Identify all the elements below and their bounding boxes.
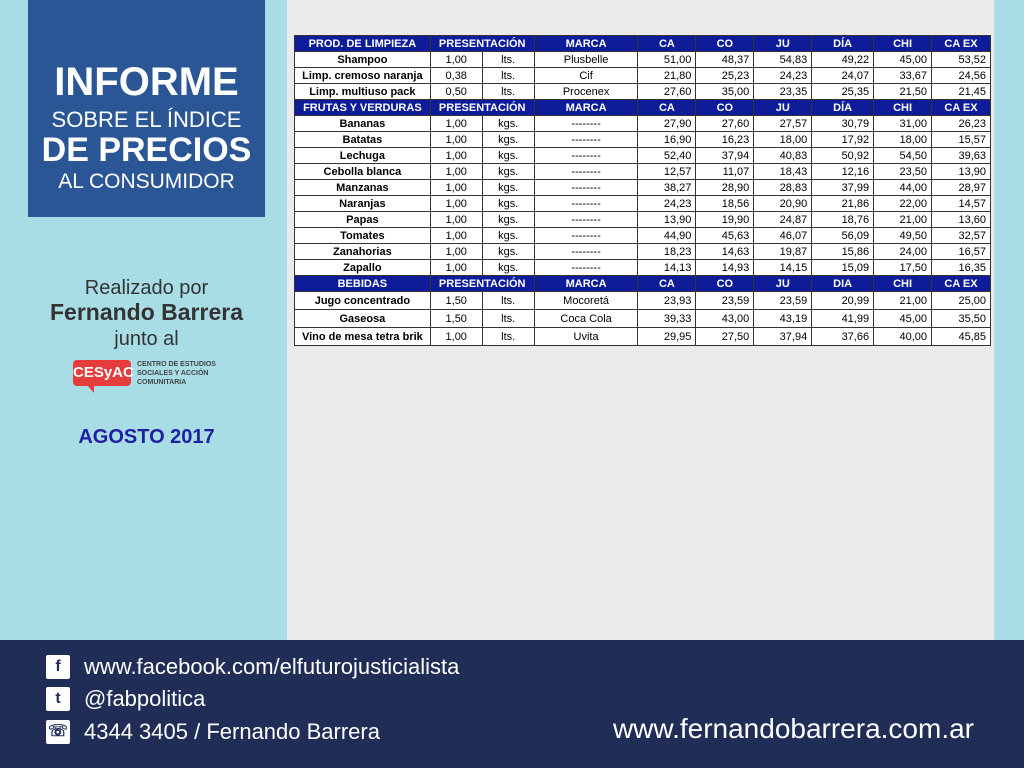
cesyac-name: CENTRO DE ESTUDIOS SOCIALES Y ACCIÓN COMUNITARIA — [137, 361, 216, 386]
price-cell: 54,50 — [874, 148, 932, 164]
unit: kgs. — [482, 132, 534, 148]
phone-text: 4344 3405 / Fernando Barrera — [84, 719, 380, 744]
price-cell: 15,86 — [812, 244, 874, 260]
column-header: CHI — [874, 276, 932, 292]
price-cell: 18,00 — [754, 132, 812, 148]
price-cell: 16,90 — [638, 132, 696, 148]
footer-twitter[interactable] — [46, 686, 205, 712]
brand: -------- — [534, 244, 638, 260]
price-cell: 14,93 — [696, 260, 754, 276]
brand: -------- — [534, 116, 638, 132]
price-cell: 45,00 — [874, 52, 932, 68]
column-header: DÍA — [812, 36, 874, 52]
table-row — [295, 212, 991, 228]
column-header: CA EX — [932, 100, 991, 116]
quantity: 0,38 — [430, 68, 482, 84]
price-cell: 27,50 — [696, 328, 754, 346]
product-name: Tomates — [295, 228, 431, 244]
price-cell: 18,43 — [754, 164, 812, 180]
cesyac-logo — [73, 358, 233, 394]
price-cell: 22,00 — [874, 196, 932, 212]
price-cell: 28,90 — [696, 180, 754, 196]
price-cell: 24,00 — [874, 244, 932, 260]
table-row — [295, 260, 991, 276]
product-name: Zapallo — [295, 260, 431, 276]
price-cell: 24,56 — [932, 68, 991, 84]
price-cell: 44,00 — [874, 180, 932, 196]
table-row — [295, 310, 991, 328]
price-cell: 40,83 — [754, 148, 812, 164]
column-header: PRESENTACIÓN — [430, 100, 534, 116]
price-cell: 16,35 — [932, 260, 991, 276]
table-row — [295, 52, 991, 68]
price-cell: 46,07 — [754, 228, 812, 244]
footer-facebook[interactable] — [46, 654, 459, 680]
table-row — [295, 164, 991, 180]
quantity: 0,50 — [430, 84, 482, 100]
price-cell: 11,07 — [696, 164, 754, 180]
column-header: FRUTAS Y VERDURAS — [295, 100, 431, 116]
brand: Plusbelle — [534, 52, 638, 68]
price-cell: 14,13 — [638, 260, 696, 276]
brand: -------- — [534, 196, 638, 212]
price-cell: 25,23 — [696, 68, 754, 84]
price-cell: 27,60 — [696, 116, 754, 132]
price-cell: 21,86 — [812, 196, 874, 212]
price-cell: 28,97 — [932, 180, 991, 196]
product-name: Limp. cremoso naranja — [295, 68, 431, 84]
section-header-row — [295, 100, 991, 116]
product-name: Vino de mesa tetra brik — [295, 328, 431, 346]
credit-author: Fernando Barrera — [49, 299, 243, 325]
price-cell: 27,57 — [754, 116, 812, 132]
product-name: Naranjas — [295, 196, 431, 212]
twitter-handle[interactable]: @fabpolitica — [84, 686, 206, 711]
price-cell: 18,23 — [638, 244, 696, 260]
website-link[interactable]: www.fernandobarrera.com.ar — [612, 713, 974, 744]
price-cell: 25,00 — [932, 292, 991, 310]
price-cell: 39,33 — [638, 310, 696, 328]
quantity: 1,00 — [430, 180, 482, 196]
price-cell: 13,90 — [638, 212, 696, 228]
unit: kgs. — [482, 164, 534, 180]
footer-bar — [0, 640, 1024, 768]
quantity: 1,00 — [430, 116, 482, 132]
column-header: MARCA — [534, 276, 638, 292]
price-cell: 19,87 — [754, 244, 812, 260]
price-cell: 21,50 — [874, 84, 932, 100]
price-cell: 32,57 — [932, 228, 991, 244]
brand: -------- — [534, 148, 638, 164]
product-name: Papas — [295, 212, 431, 228]
price-cell: 38,27 — [638, 180, 696, 196]
quantity: 1,00 — [430, 212, 482, 228]
price-cell: 29,95 — [638, 328, 696, 346]
product-name: Cebolla blanca — [295, 164, 431, 180]
unit: kgs. — [482, 260, 534, 276]
unit: kgs. — [482, 244, 534, 260]
price-table — [294, 35, 991, 346]
column-header: CHI — [874, 36, 932, 52]
price-cell: 21,00 — [874, 292, 932, 310]
column-header: JU — [754, 100, 812, 116]
price-cell: 14,57 — [932, 196, 991, 212]
price-cell: 45,85 — [932, 328, 991, 346]
product-name: Bananas — [295, 116, 431, 132]
price-cell: 37,94 — [754, 328, 812, 346]
section-header-row — [295, 36, 991, 52]
unit: kgs. — [482, 212, 534, 228]
column-header: CA — [638, 100, 696, 116]
brand: -------- — [534, 228, 638, 244]
price-cell: 21,45 — [932, 84, 991, 100]
column-header: CHI — [874, 100, 932, 116]
price-cell: 20,90 — [754, 196, 812, 212]
price-cell: 50,92 — [812, 148, 874, 164]
brand: Coca Cola — [534, 310, 638, 328]
price-cell: 43,00 — [696, 310, 754, 328]
price-cell: 49,50 — [874, 228, 932, 244]
column-header: JU — [754, 36, 812, 52]
table-row — [295, 292, 991, 310]
section-header-row — [295, 276, 991, 292]
price-cell: 13,60 — [932, 212, 991, 228]
unit: kgs. — [482, 228, 534, 244]
quantity: 1,00 — [430, 164, 482, 180]
price-cell: 21,80 — [638, 68, 696, 84]
price-cell: 37,94 — [696, 148, 754, 164]
table-row — [295, 244, 991, 260]
report-month: AGOSTO 2017 — [78, 426, 215, 448]
price-cell: 18,56 — [696, 196, 754, 212]
unit: kgs. — [482, 196, 534, 212]
price-cell: 37,99 — [812, 180, 874, 196]
brand: Cif — [534, 68, 638, 84]
price-cell: 35,50 — [932, 310, 991, 328]
price-cell: 18,76 — [812, 212, 874, 228]
price-cell: 16,23 — [696, 132, 754, 148]
price-cell: 25,35 — [812, 84, 874, 100]
quantity: 1,50 — [430, 292, 482, 310]
price-cell: 48,37 — [696, 52, 754, 68]
unit: kgs. — [482, 180, 534, 196]
title-line-precios: DE PRECIOS — [41, 131, 252, 169]
title-line-sobre: SOBRE EL ÍNDICE — [51, 107, 242, 132]
quantity: 1,00 — [430, 228, 482, 244]
unit: lts. — [482, 328, 534, 346]
product-name: Jugo concentrado — [295, 292, 431, 310]
price-cell: 27,90 — [638, 116, 696, 132]
price-cell: 53,52 — [932, 52, 991, 68]
table-row — [295, 148, 991, 164]
price-cell: 45,00 — [874, 310, 932, 328]
price-cell: 24,23 — [638, 196, 696, 212]
price-cell: 44,90 — [638, 228, 696, 244]
brand: Procenex — [534, 84, 638, 100]
price-cell: 52,40 — [638, 148, 696, 164]
brand: Uvita — [534, 328, 638, 346]
quantity: 1,00 — [430, 328, 482, 346]
product-name: Shampoo — [295, 52, 431, 68]
quantity: 1,00 — [430, 260, 482, 276]
quantity: 1,00 — [430, 244, 482, 260]
quantity: 1,00 — [430, 148, 482, 164]
footer-phone — [46, 719, 380, 745]
price-cell: 16,57 — [932, 244, 991, 260]
credit-realizado: Realizado por — [84, 277, 209, 299]
price-cell: 54,83 — [754, 52, 812, 68]
table-row — [295, 196, 991, 212]
brand: -------- — [534, 132, 638, 148]
unit: lts. — [482, 84, 534, 100]
column-header: CA EX — [932, 276, 991, 292]
price-cell: 17,92 — [812, 132, 874, 148]
quantity: 1,00 — [430, 52, 482, 68]
price-cell: 51,00 — [638, 52, 696, 68]
price-cell: 41,99 — [812, 310, 874, 328]
table-row — [295, 328, 991, 346]
product-name: Manzanas — [295, 180, 431, 196]
price-cell: 31,00 — [874, 116, 932, 132]
column-header: MARCA — [534, 36, 638, 52]
price-cell: 39,63 — [932, 148, 991, 164]
price-cell: 28,83 — [754, 180, 812, 196]
column-header: DÍA — [812, 100, 874, 116]
report-title-box — [28, 0, 265, 217]
price-cell: 35,00 — [696, 84, 754, 100]
title-line-informe: INFORME — [54, 60, 239, 104]
price-cell: 30,79 — [812, 116, 874, 132]
quantity: 1,50 — [430, 310, 482, 328]
price-cell: 21,00 — [874, 212, 932, 228]
column-header: PRESENTACIÓN — [430, 276, 534, 292]
column-header: CA — [638, 276, 696, 292]
price-cell: 40,00 — [874, 328, 932, 346]
column-header: BEBIDAS — [295, 276, 431, 292]
price-cell: 56,09 — [812, 228, 874, 244]
product-name: Batatas — [295, 132, 431, 148]
table-row — [295, 180, 991, 196]
price-cell: 27,60 — [638, 84, 696, 100]
price-cell: 23,59 — [696, 292, 754, 310]
price-cell: 26,23 — [932, 116, 991, 132]
table-row — [295, 84, 991, 100]
column-header: CO — [696, 100, 754, 116]
credit-junto: junto al — [114, 328, 179, 350]
product-name: Lechuga — [295, 148, 431, 164]
column-header: CA — [638, 36, 696, 52]
price-cell: 23,59 — [754, 292, 812, 310]
table-row — [295, 132, 991, 148]
column-header: CA EX — [932, 36, 991, 52]
price-cell: 12,16 — [812, 164, 874, 180]
unit: lts. — [482, 68, 534, 84]
brand: -------- — [534, 164, 638, 180]
price-cell: 15,09 — [812, 260, 874, 276]
brand: Mocoretá — [534, 292, 638, 310]
title-line-consumidor: AL CONSUMIDOR — [58, 170, 235, 193]
twitter-icon: t — [46, 687, 70, 711]
price-cell: 24,23 — [754, 68, 812, 84]
price-cell: 18,00 — [874, 132, 932, 148]
price-cell: 17,50 — [874, 260, 932, 276]
price-cell: 45,63 — [696, 228, 754, 244]
price-cell: 15,57 — [932, 132, 991, 148]
price-cell: 24,07 — [812, 68, 874, 84]
phone-icon: ☏ — [46, 720, 70, 744]
price-cell: 13,90 — [932, 164, 991, 180]
price-cell: 33,67 — [874, 68, 932, 84]
quantity: 1,00 — [430, 132, 482, 148]
product-name: Zanahorias — [295, 244, 431, 260]
table-row — [295, 68, 991, 84]
price-cell: 23,50 — [874, 164, 932, 180]
price-cell: 23,93 — [638, 292, 696, 310]
brand: -------- — [534, 212, 638, 228]
brand: -------- — [534, 180, 638, 196]
column-header: PROD. DE LIMPIEZA — [295, 36, 431, 52]
price-cell: 19,90 — [696, 212, 754, 228]
quantity: 1,00 — [430, 196, 482, 212]
price-cell: 20,99 — [812, 292, 874, 310]
brand: -------- — [534, 260, 638, 276]
price-cell: 24,87 — [754, 212, 812, 228]
price-cell: 23,35 — [754, 84, 812, 100]
price-cell: 37,66 — [812, 328, 874, 346]
unit: kgs. — [482, 116, 534, 132]
table-row — [295, 116, 991, 132]
product-name: Limp. multiuso pack — [295, 84, 431, 100]
price-cell: 14,63 — [696, 244, 754, 260]
unit: lts. — [482, 52, 534, 68]
column-header: CO — [696, 36, 754, 52]
price-cell: 43,19 — [754, 310, 812, 328]
unit: lts. — [482, 310, 534, 328]
price-cell: 14,15 — [754, 260, 812, 276]
price-cell: 49,22 — [812, 52, 874, 68]
product-name: Gaseosa — [295, 310, 431, 328]
column-header: MARCA — [534, 100, 638, 116]
column-header: DIA — [812, 276, 874, 292]
table-row — [295, 228, 991, 244]
column-header: PRESENTACIÓN — [430, 36, 534, 52]
facebook-link[interactable]: www.facebook.com/elfuturojusticialista — [84, 654, 460, 679]
column-header: CO — [696, 276, 754, 292]
unit: lts. — [482, 292, 534, 310]
cesyac-badge: CESyAC — [73, 360, 131, 386]
price-cell: 12,57 — [638, 164, 696, 180]
column-header: JU — [754, 276, 812, 292]
facebook-icon: f — [46, 655, 70, 679]
unit: kgs. — [482, 148, 534, 164]
